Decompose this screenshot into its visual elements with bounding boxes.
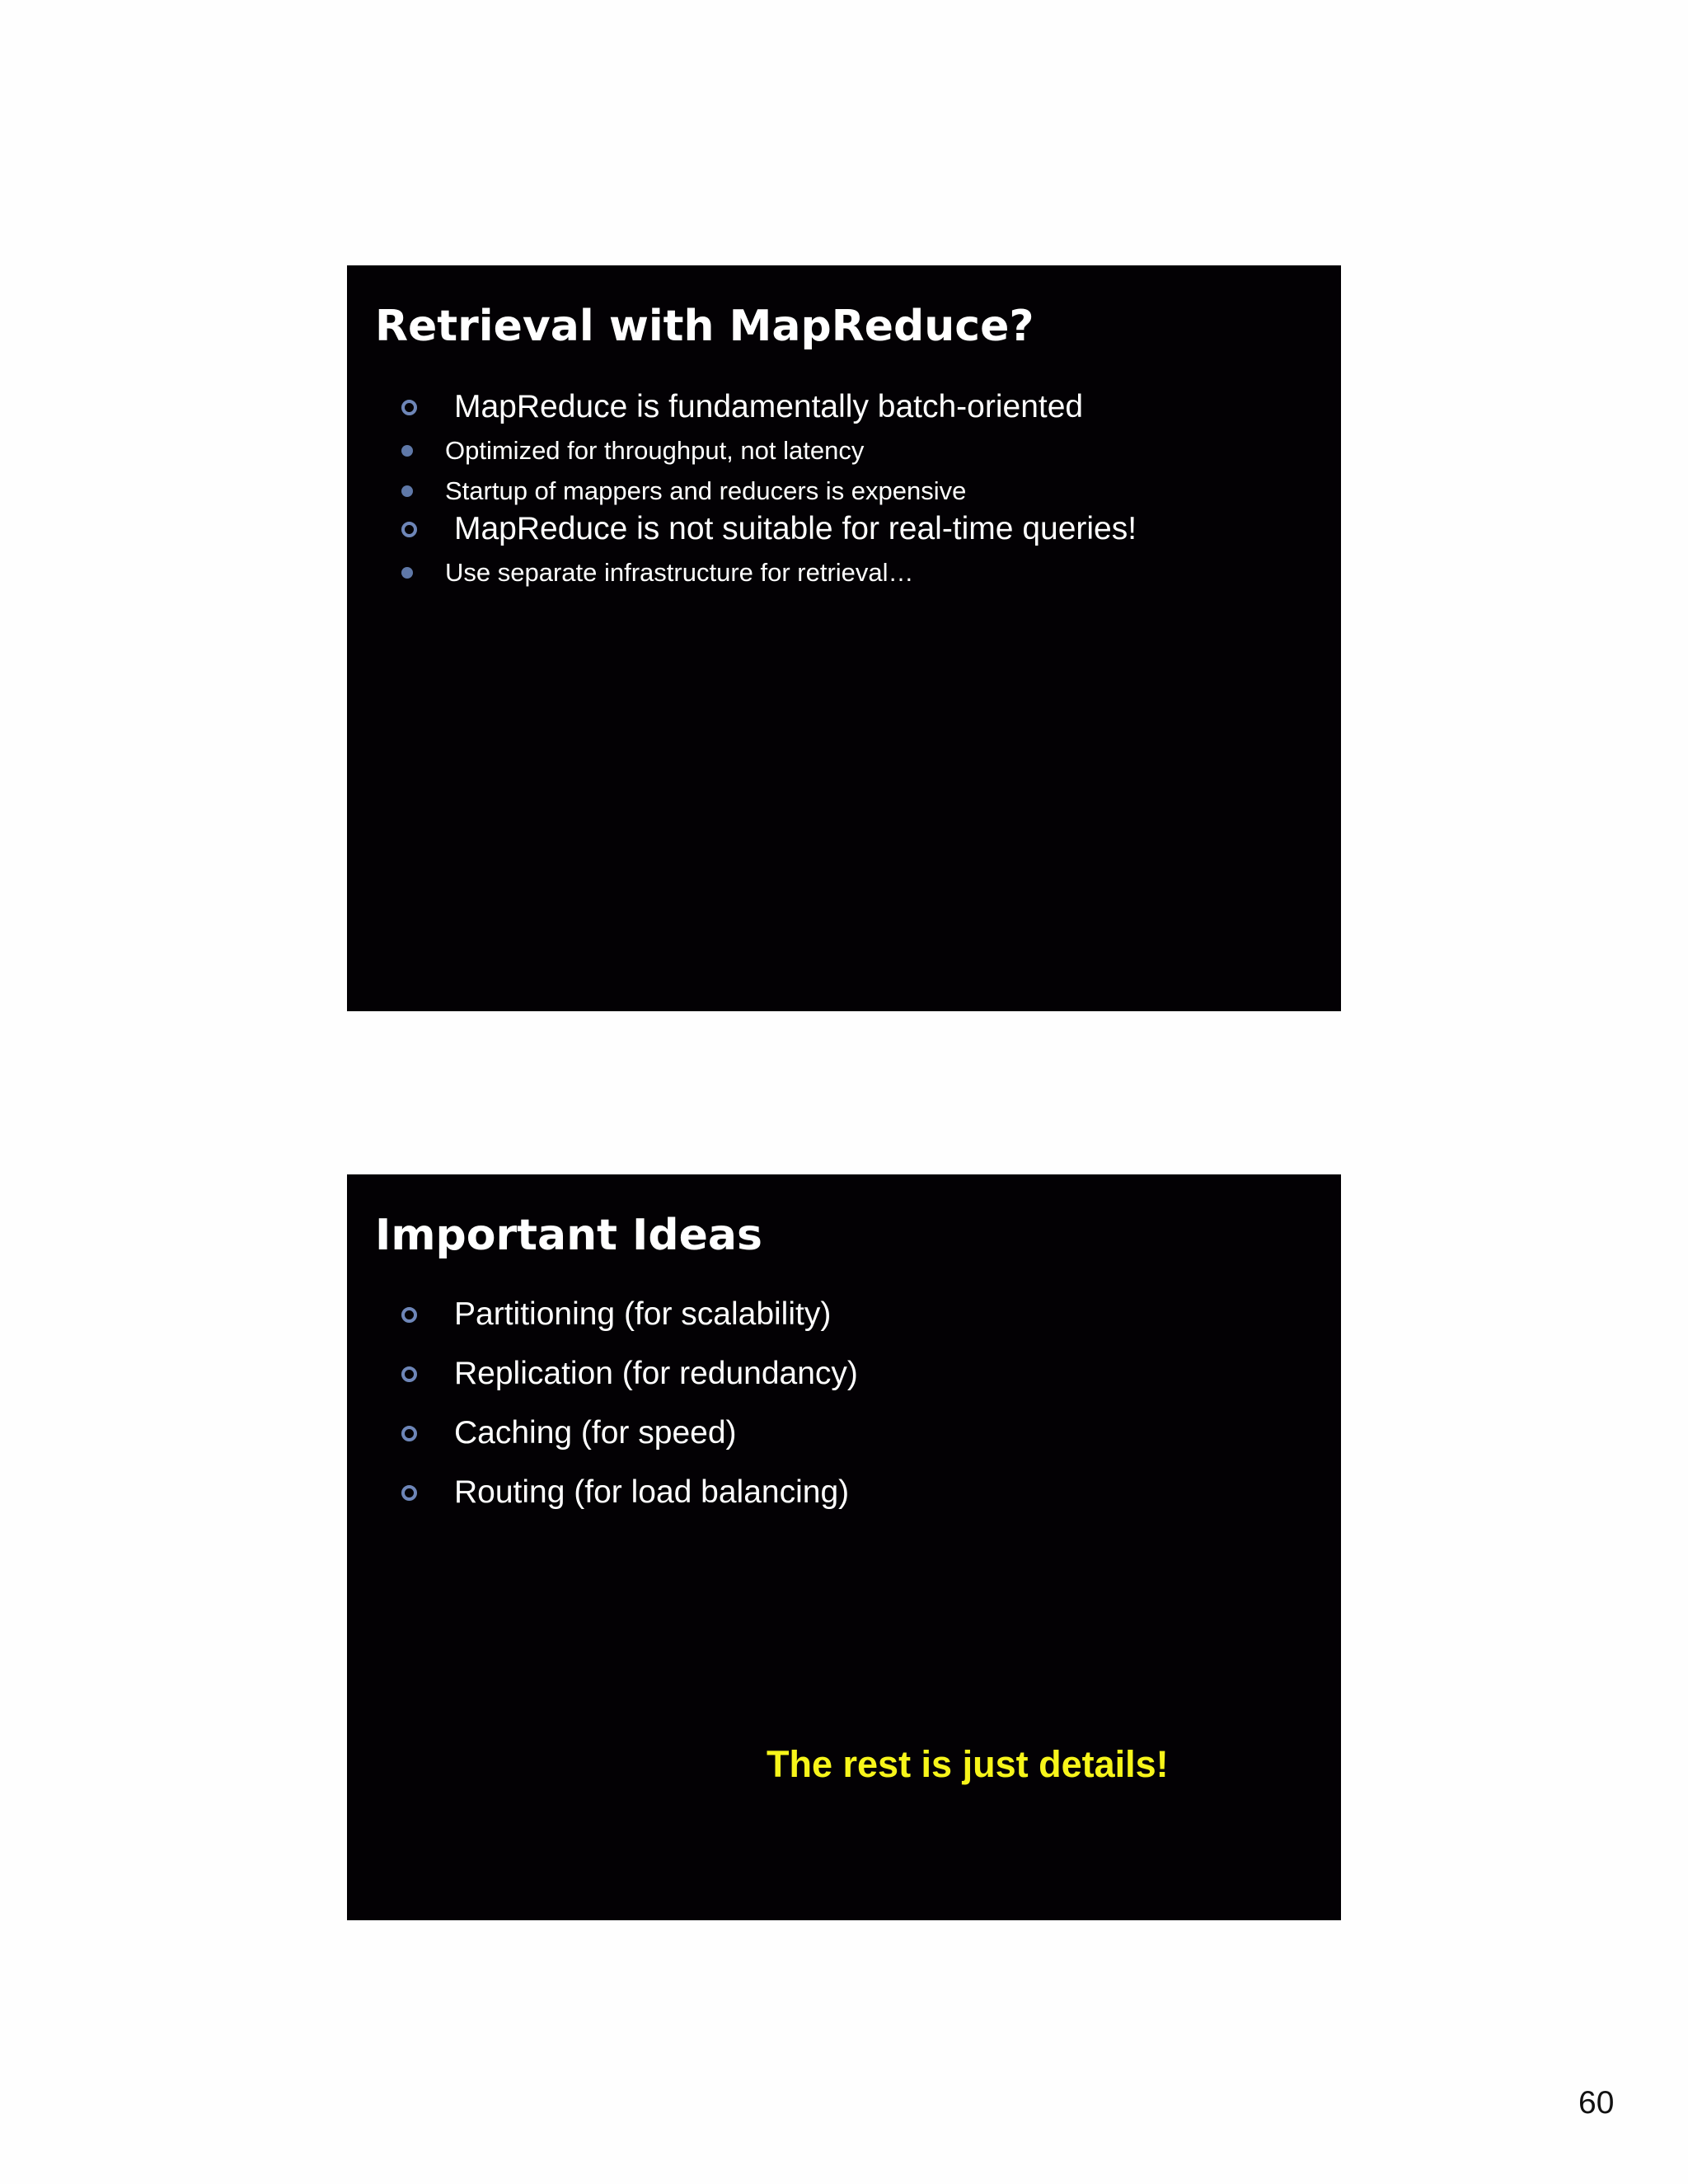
bullet-text: Replication (for redundancy) [454,1356,858,1391]
hollow-circle-bullet-icon [401,522,417,537]
bullet-list [401,389,1137,593]
hollow-circle-bullet-icon [401,1366,417,1382]
page-number: 60 [1578,2085,1615,2121]
slide-important-ideas [347,1174,1341,1920]
bullet-text: Caching (for speed) [454,1415,737,1451]
bullet-item [401,389,1137,425]
hollow-circle-bullet-icon [401,400,417,415]
hollow-circle-bullet-icon [401,1307,417,1323]
bullet-text: Partitioning (for scalability) [454,1296,832,1332]
bullet-text: MapReduce is not suitable for real-time queries! [454,511,1137,546]
bullet-text: MapReduce is fundamentally batch-oriented [454,389,1084,424]
bullet-text: Routing (for load balancing) [454,1474,850,1510]
slide-title: Important Ideas [375,1211,762,1260]
filled-circle-bullet-icon [401,445,413,457]
sub-bullet-list [401,430,1137,511]
bullet-item [401,1474,858,1511]
slide-title: Retrieval with MapReduce? [375,302,1034,351]
sub-bullet-item [401,552,1137,593]
sub-bullet-text: Optimized for throughput, not latency [445,436,865,465]
sub-bullet-group [401,552,1137,593]
hollow-circle-bullet-icon [401,1485,417,1501]
slide-retrieval-with-mapreduce [347,265,1341,1011]
bullet-item [401,511,1137,547]
sub-bullet-group [401,430,1137,511]
sub-bullet-item [401,471,1137,511]
bullet-item [401,1415,858,1451]
bullet-item [401,1296,858,1333]
bullet-item [401,1356,858,1392]
filled-circle-bullet-icon [401,485,413,497]
sub-bullet-list [401,552,1137,593]
hollow-circle-bullet-icon [401,1426,417,1441]
highlight-callout: The rest is just details! [767,1743,1169,1785]
bullet-list [401,1296,858,1534]
sub-bullet-text: Startup of mappers and reducers is expensive [445,476,967,505]
sub-bullet-item [401,430,1137,471]
filled-circle-bullet-icon [401,567,413,579]
sub-bullet-text: Use separate infrastructure for retrieval… [445,558,914,587]
